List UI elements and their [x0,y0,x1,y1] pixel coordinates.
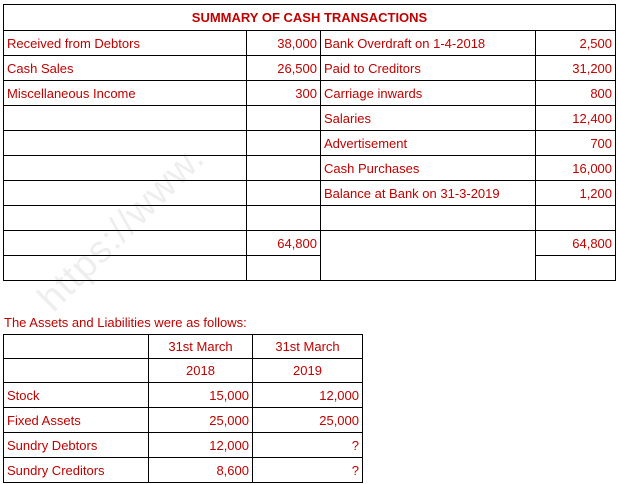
assets-caption: The Assets and Liabilities were as follows: [4,315,247,330]
left-label: Miscellaneous Income [4,81,247,106]
total-row [4,231,616,256]
right-amount: 31,200 [536,56,616,81]
table-row [4,156,616,181]
asset-2018: 12,000 [149,433,253,458]
asset-label: Stock [4,383,149,408]
right-amount: 16,000 [536,156,616,181]
left-amount [247,131,321,156]
asset-label: Sundry Debtors [4,433,149,458]
watermark-text: https://www. [30,136,214,320]
header-2018-year: 2018 [149,359,253,383]
total-left-label [4,231,247,256]
left-amount: 38,000 [247,31,321,56]
right-label: Paid to Creditors [321,56,536,81]
left-amount [247,156,321,181]
blank-cell [247,256,321,281]
right-label: Cash Purchases [321,156,536,181]
left-label [4,156,247,181]
table-row [4,131,616,156]
header-blank [4,359,149,383]
cash-summary-title: SUMMARY OF CASH TRANSACTIONS [4,5,616,31]
right-amount: 12,400 [536,106,616,131]
right-label: Bank Overdraft on 1-4-2018 [321,31,536,56]
right-label: Advertisement [321,131,536,156]
blank-cell [536,256,616,281]
asset-2018: 15,000 [149,383,253,408]
header-2018: 31st March [149,335,253,359]
table-row [4,433,363,458]
table-row [4,458,363,483]
table-row [4,81,616,106]
right-label: Salaries [321,106,536,131]
total-left-amount: 64,800 [247,231,321,256]
left-label [4,181,247,206]
header-2019: 31st March [253,335,363,359]
header-2019-year: 2019 [253,359,363,383]
table-row [4,206,616,231]
asset-2018: 8,600 [149,458,253,483]
table-row [4,383,363,408]
right-amount: 1,200 [536,181,616,206]
right-label: Carriage inwards [321,81,536,106]
table-row [4,181,616,206]
left-label [4,131,247,156]
total-right-label [321,231,536,281]
left-label: Cash Sales [4,56,247,81]
header-blank [4,335,149,359]
asset-2019: 25,000 [253,408,363,433]
asset-label: Sundry Creditors [4,458,149,483]
left-amount: 300 [247,81,321,106]
left-amount [247,106,321,131]
right-label: Balance at Bank on 31-3-2019 [321,181,536,206]
right-amount [536,206,616,231]
right-label [321,206,536,231]
total-right-amount: 64,800 [536,231,616,256]
blank-cell [4,256,247,281]
left-label [4,106,247,131]
right-amount: 2,500 [536,31,616,56]
table-row [4,31,616,56]
asset-2019: ? [253,433,363,458]
left-amount: 26,500 [247,56,321,81]
table-row [4,56,616,81]
asset-label: Fixed Assets [4,408,149,433]
left-label [4,206,247,231]
left-amount [247,181,321,206]
assets-liabilities-table [3,334,363,483]
asset-2019: ? [253,458,363,483]
asset-2019: 12,000 [253,383,363,408]
right-amount: 800 [536,81,616,106]
table-row [4,106,616,131]
right-amount: 700 [536,131,616,156]
left-label: Received from Debtors [4,31,247,56]
asset-2018: 25,000 [149,408,253,433]
cash-summary-table [3,4,616,281]
table-row [4,408,363,433]
left-amount [247,206,321,231]
